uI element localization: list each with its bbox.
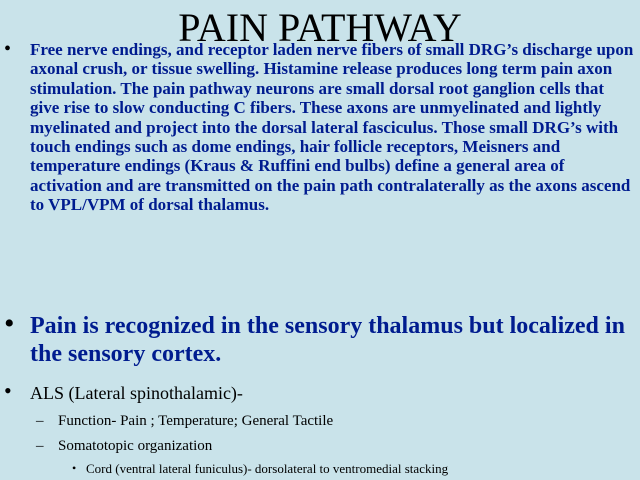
sub-sub-bullet-marker: • — [72, 461, 77, 475]
sub-bullet-text: Somatotopic organization — [58, 438, 213, 454]
sub-bullet-somatotopic — [36, 437, 628, 455]
bullet-marker: • — [4, 38, 12, 60]
bullet-pain-recognition — [4, 307, 634, 368]
sub-sub-bullet-text: Cord (ventral lateral funiculus)- dorsolateral to ventromedial stacking — [86, 461, 449, 476]
bullet-text: Free nerve endings, and receptor laden nerve fibers of small DRG’s discharge upon axonal crush, or tissue swelling. Histamine release produces long term pain axon stimulation. The pain pathway neurons are small dorsal root ganglion cells that give rise to slow conducting C fibers. These axons are unmyelinated and lightly myelinated and project into the dorsal lateral fasciculus. Those small DRG’s with touch endings such as dome endings, hair follicle receptors, Meisners and temperature endings (Kraus & Ruffini end bulbs) define a general area of activation and are transmitted on the pain path contralaterally as the axons ascend to VPL/VPM of dorsal thalamus. — [30, 40, 634, 215]
sub-bullet-marker: – — [36, 413, 44, 429]
sub-bullet-text: Function- Pain ; Temperature; General Tactile — [58, 413, 334, 429]
sub-sub-bullet-cord — [72, 461, 636, 477]
sub-bullet-marker: – — [36, 438, 44, 454]
slide-title: PAIN PATHWAY — [178, 5, 462, 50]
bullet-text: ALS (Lateral spinothalamic)- — [30, 383, 243, 403]
sub-bullet-function — [36, 412, 628, 430]
bullet-marker: • — [4, 307, 15, 340]
bullet-als — [4, 378, 634, 404]
bullet-pain-receptors — [4, 38, 634, 215]
bullet-text: Pain is recognized in the sensory thalamus but localized in the sensory cortex. — [30, 313, 625, 367]
bullet-marker: • — [4, 378, 12, 403]
